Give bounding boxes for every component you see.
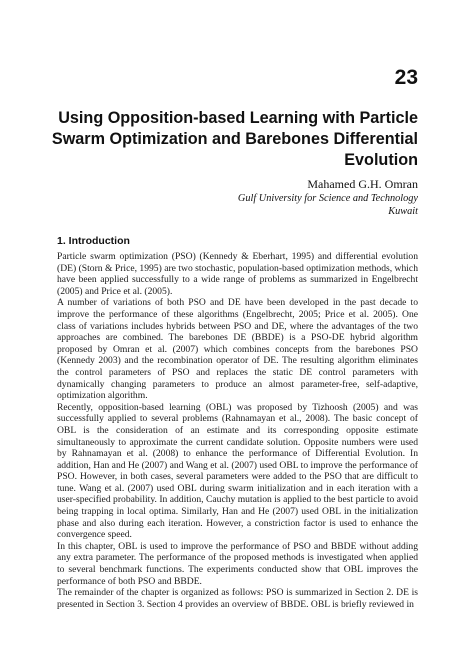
title-line: Swarm Optimization and Barebones Differential	[51, 130, 418, 148]
author-affiliation-block	[238, 192, 418, 218]
chapter-number: 23	[394, 66, 418, 89]
author-country: Kuwait	[388, 206, 418, 217]
paragraph: In this chapter, OBL is used to improve the performance of PSO and BBDE without adding any extra parameter. The performance of the proposed methods is investigated when applied to several benchmark functions. The experiments conducted show that OBL improves the performance of both PSO and BBDE.	[57, 540, 418, 587]
section-heading: 1. Introduction	[57, 235, 130, 247]
title-line: Using Opposition-based Learning with Particle	[58, 109, 418, 127]
paragraph: Particle swarm optimization (PSO) (Kennedy & Eberhart, 1995) and differential evolution (DE) (Storn & Price, 1995) are two stochastic, population-based optimization methods, which have been applied successfully to a wide range of problems as summarized in Engelbrecht (2005) and Price et al. (2005).	[57, 251, 418, 297]
title-line: Evolution	[344, 151, 418, 169]
chapter-title	[38, 108, 418, 171]
body-text	[57, 251, 418, 610]
author-name: Mahamed G.H. Omran	[307, 177, 418, 191]
paragraph: Recently, opposition-based learning (OBL) was proposed by Tizhoosh (2005) and was successfully applied to several problems (Rahnamayan et al., 2008). The basic concept of OBL is the consideration of an estimate and its corresponding opposite estimate simultaneously to approximate the current candidate solution. Opposite numbers were used by Rahnamayan et al. (2008) to enhance the performance of Differential Evolution. In addition, Han and He (2007) and Wang et al. (2007) used OBL to improve the performance of PSO. However, in both cases, several parameters were added to the PSO that are difficult to tune. Wang et al. (2007) used OBL during swarm initialization and in each iteration with a user-specified probability. In addition, Cauchy mutation is applied to the best particle to avoid being trapping in local optima. Similarly, Han and He (2007) used OBL in the initialization phase and also during each iteration. However, a constriction factor is used to enhance the convergence speed.	[57, 401, 418, 541]
author-affiliation: Gulf University for Science and Technology	[237, 193, 418, 204]
paragraph: A number of variations of both PSO and DE have been developed in the past decade to improve the performance of these algorithms (Engelbrecht, 2005; Price et al. 2005). One class of variations includes hybrids between PSO and DE, where the advantages of the two approaches are combined. The barebones DE (BBDE) is a PSO-DE hybrid algorithm proposed by Omran et al. (2007) which combines concepts from the barebones PSO (Kennedy 2003) and the recombination operator of DE. The resulting algorithm eliminates the control parameters of PSO and replaces the static DE control parameters with dynamically changing parameters to produce an almost parameter-free, self-adaptive, optimization algorithm.	[57, 297, 418, 402]
paragraph: The remainder of the chapter is organized as follows: PSO is summarized in Section 2. DE is presented in Section 3. Section 4 provides an overview of BBDE. OBL is briefly reviewed in	[57, 587, 418, 610]
